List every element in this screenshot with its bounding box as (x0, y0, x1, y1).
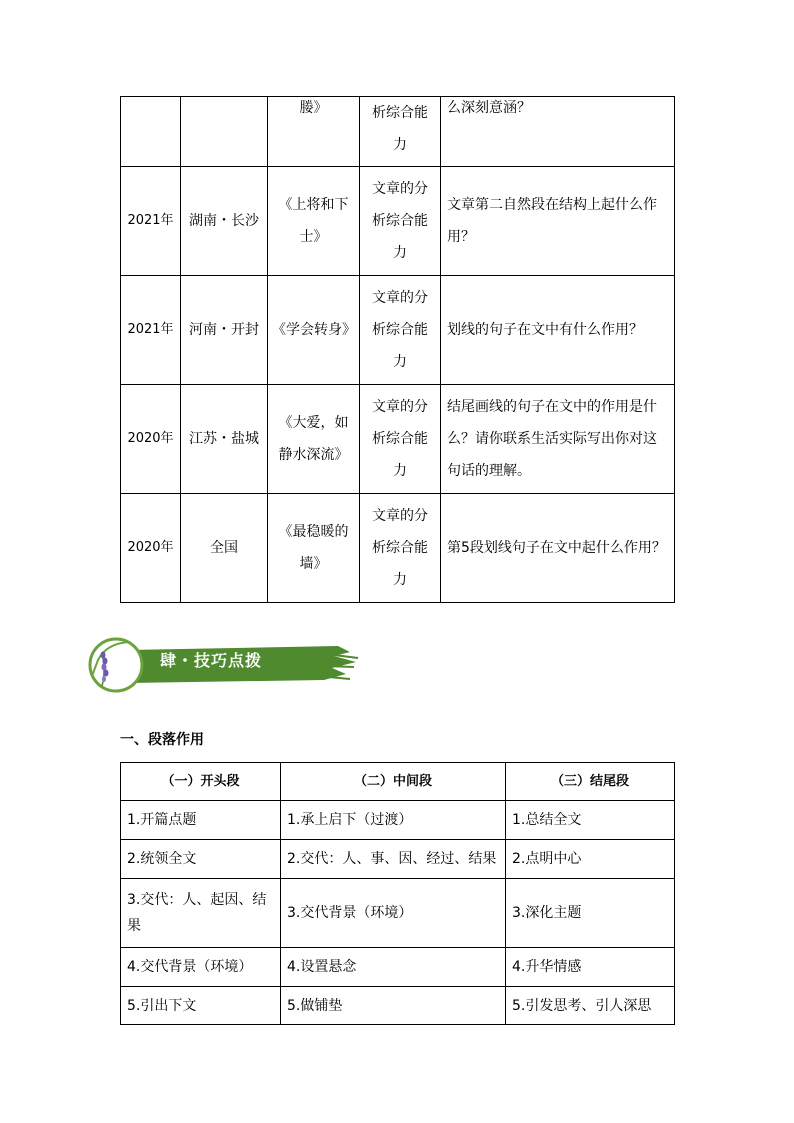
lavender-circle-icon (90, 639, 142, 691)
year-cell: 2020年 (121, 385, 181, 494)
table-row (121, 879, 675, 948)
region-cell: 湖南・长沙 (181, 167, 268, 276)
title-cell: 《大爱，如静水深流》 (268, 385, 360, 494)
question-cell: 划线的句子在文中有什么作用？ (441, 276, 675, 385)
type-cell: 文章的分析综合能力 (360, 276, 441, 385)
table-cell: 5.引发思考、引人深思 (506, 987, 675, 1025)
table-cell: 5.引出下文 (121, 987, 281, 1025)
table-row (121, 97, 675, 167)
question-cell: 第5段划线句子在文中起什么作用？ (441, 494, 675, 603)
type-cell: 析综合能力 (360, 97, 441, 167)
table-header-row (121, 763, 675, 801)
table-row (121, 276, 675, 385)
year-cell: 2020年 (121, 494, 181, 603)
table-cell: 2.点明中心 (506, 840, 675, 879)
question-cell: 文章第二自然段在结构上起什么作用？ (441, 167, 675, 276)
region-cell: 河南・开封 (181, 276, 268, 385)
table-row (121, 801, 675, 840)
table-cell: 4.设置悬念 (281, 948, 506, 987)
table-cell: 4.交代背景（环境） (121, 948, 281, 987)
question-cell: 么深刻意涵？ (441, 97, 675, 167)
table-row (121, 987, 675, 1025)
table-cell: 1.开篇点题 (121, 801, 281, 840)
table-cell: 4.升华情感 (506, 948, 675, 987)
table-row (121, 385, 675, 494)
table-cell: 3.交代背景（环境） (281, 879, 506, 948)
title-cell: 《学会转身》 (268, 276, 360, 385)
region-cell (181, 97, 268, 167)
table-row (121, 494, 675, 603)
type-cell: 文章的分析综合能力 (360, 494, 441, 603)
column-header: （三）结尾段 (506, 763, 675, 801)
section-title: 肆・技巧点拨 (160, 651, 263, 670)
exam-question-table (120, 96, 675, 603)
table-cell: 3.交代：人、起因、结果 (121, 879, 281, 948)
region-cell: 全国 (181, 494, 268, 603)
year-cell (121, 97, 181, 167)
title-cell: 媵》 (268, 97, 360, 167)
table-cell: 5.做铺垫 (281, 987, 506, 1025)
table-cell: 1.承上启下（过渡） (281, 801, 506, 840)
column-header: （一）开头段 (121, 763, 281, 801)
region-cell: 江苏・盐城 (181, 385, 268, 494)
table-row (121, 167, 675, 276)
question-cell: 结尾画线的句子在文中的作用是什么？请你联系生活实际写出你对这句话的理解。 (441, 385, 675, 494)
year-cell: 2021年 (121, 276, 181, 385)
title-cell: 《上将和下士》 (268, 167, 360, 276)
year-cell: 2021年 (121, 167, 181, 276)
table-cell: 3.深化主题 (506, 879, 675, 948)
table-cell: 2.统领全文 (121, 840, 281, 879)
title-cell: 《最稳暖的墙》 (268, 494, 360, 603)
table-row (121, 840, 675, 879)
column-header: （二）中间段 (281, 763, 506, 801)
table-row (121, 948, 675, 987)
paragraph-function-table (120, 762, 675, 1025)
subsection-heading: 一、段落作用 (120, 732, 204, 748)
table-cell: 2.交代：人、事、因、经过、结果 (281, 840, 506, 879)
table-cell: 1.总结全文 (506, 801, 675, 840)
type-cell: 文章的分析综合能力 (360, 385, 441, 494)
type-cell: 文章的分析综合能力 (360, 167, 441, 276)
